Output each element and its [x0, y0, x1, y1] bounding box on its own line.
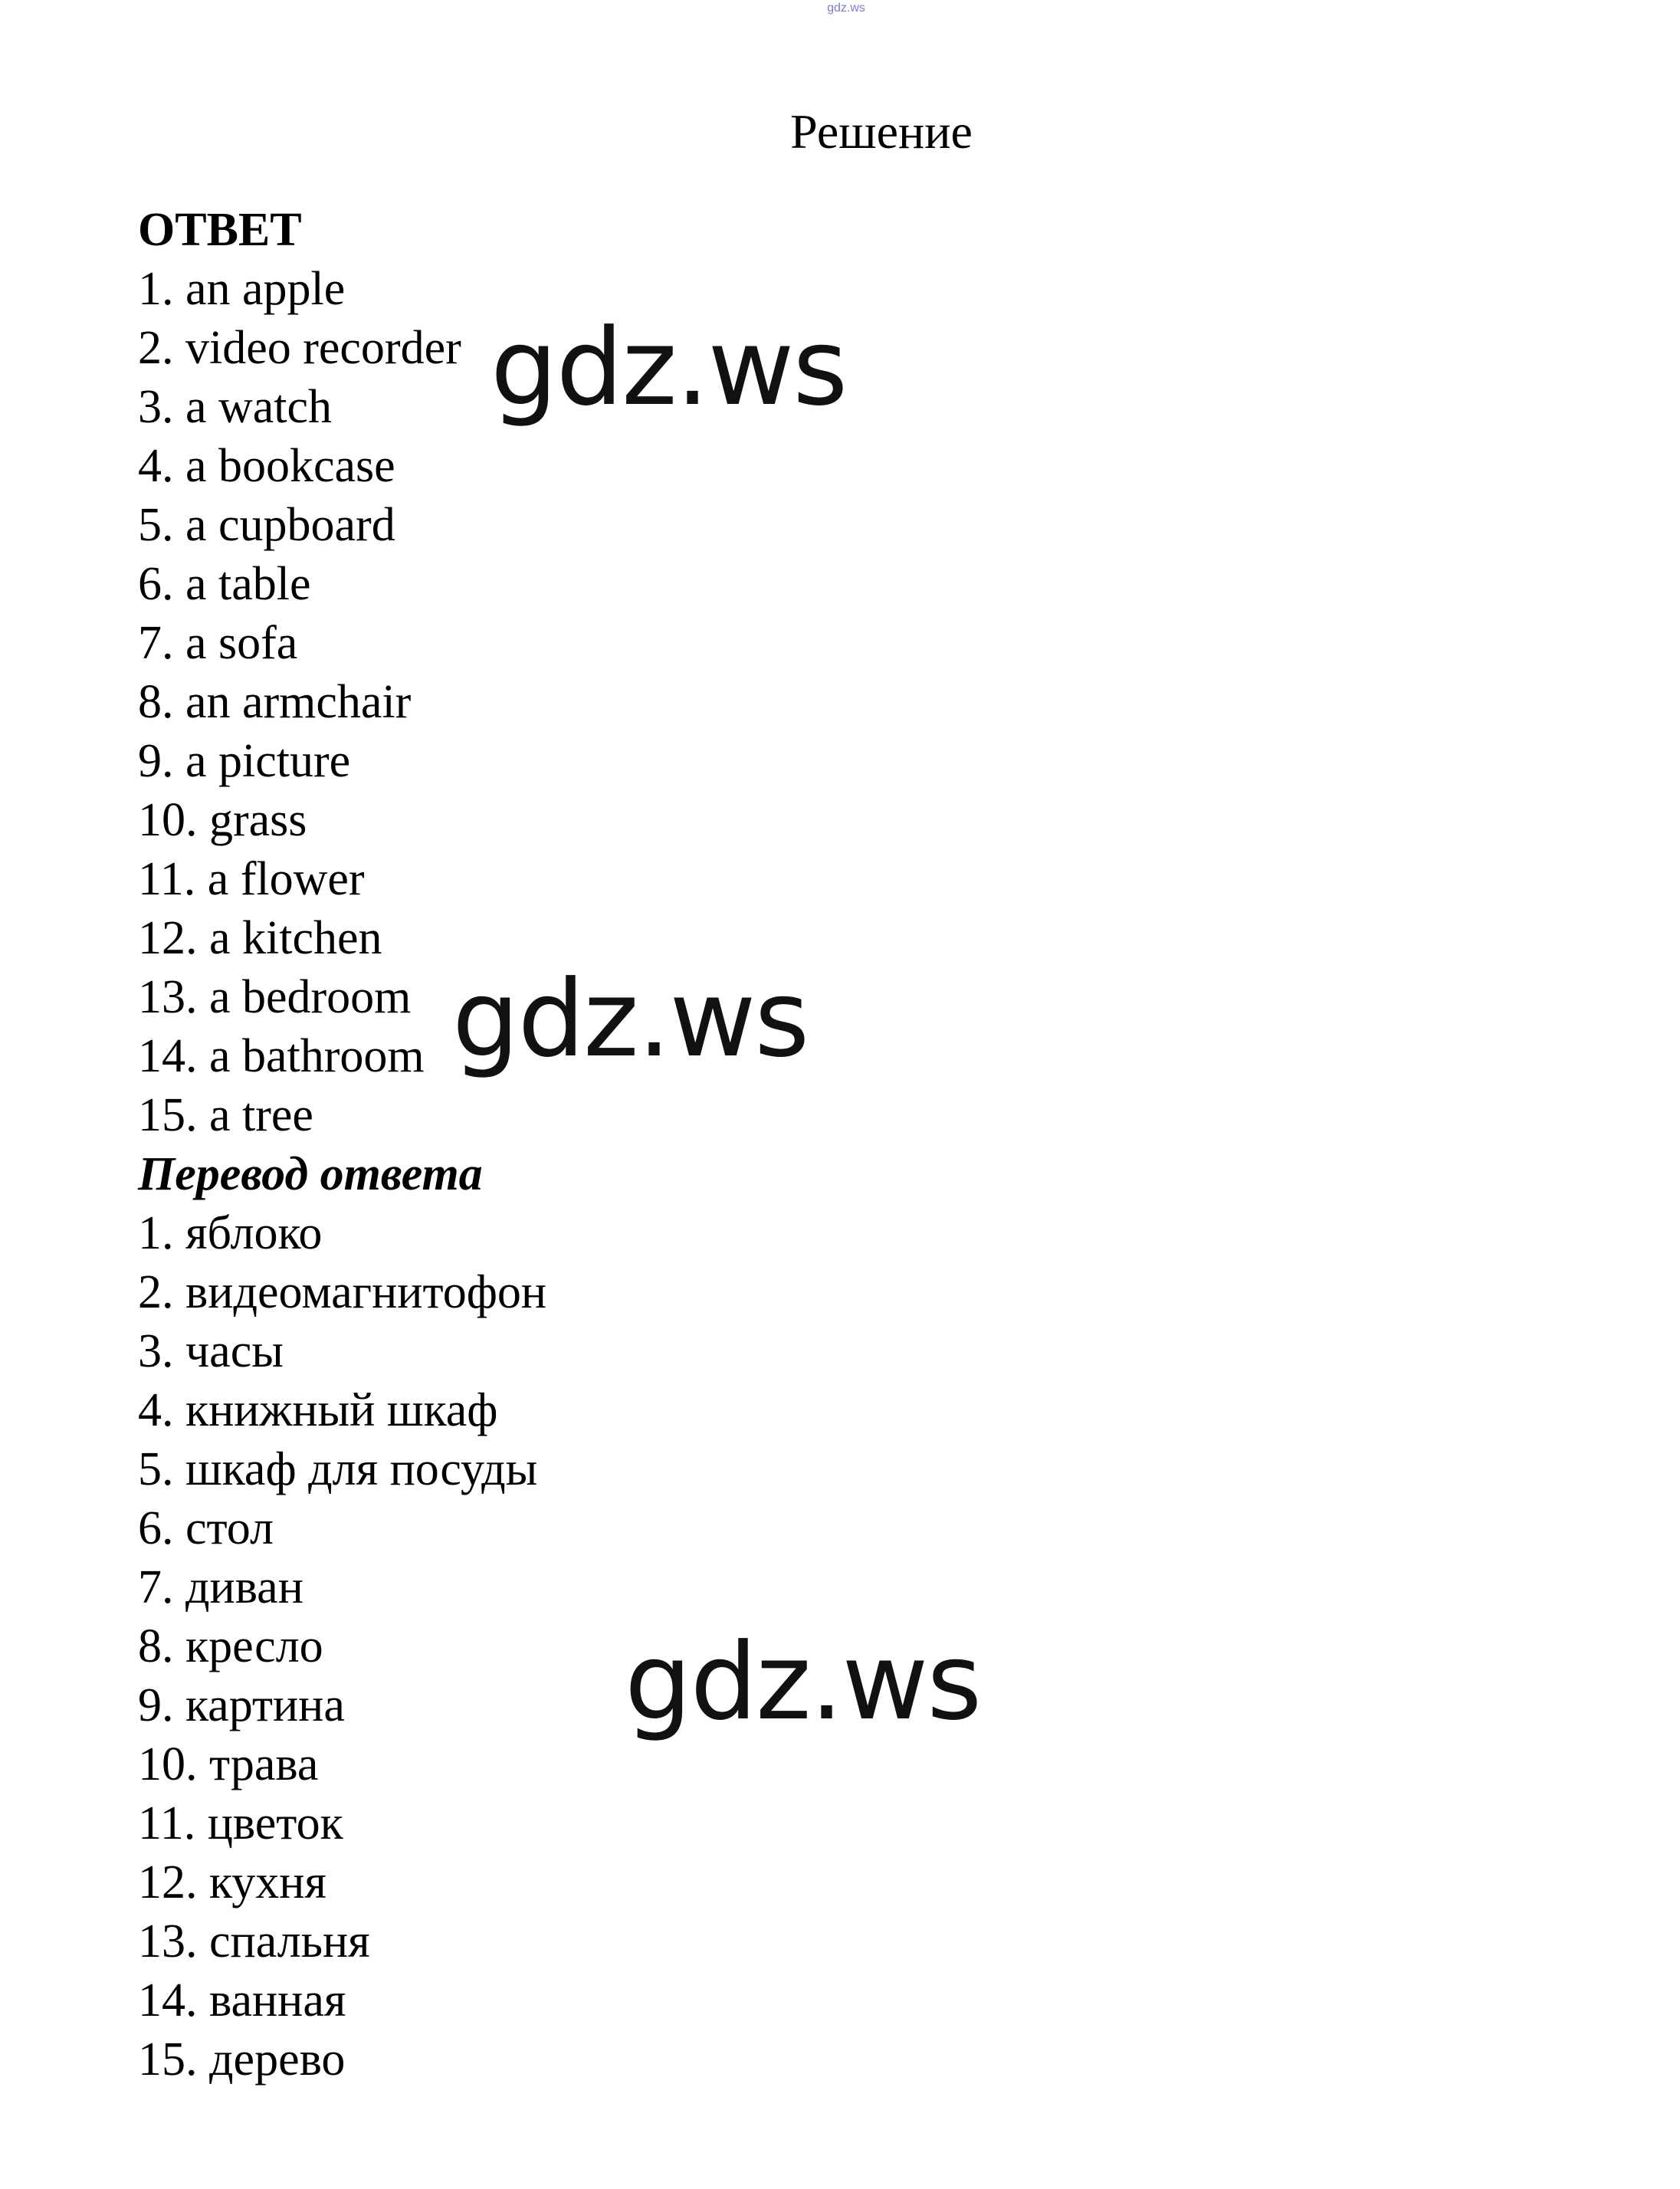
answer-item: 3. a watch	[138, 381, 333, 433]
answer-item: 2. video recorder	[138, 322, 461, 374]
answer-heading: ОТВЕТ	[138, 204, 302, 256]
translation-item: 13. спальня	[138, 1915, 370, 1967]
answer-item: 12. a kitchen	[138, 912, 382, 964]
page-title: Решение	[790, 104, 973, 159]
translation-item: 7. диван	[138, 1561, 304, 1613]
translation-item: 8. кресло	[138, 1620, 323, 1672]
translation-item: 1. яблоко	[138, 1207, 323, 1259]
translation-item: 12. кухня	[138, 1856, 326, 1908]
watermark: gdz.ws	[491, 306, 847, 429]
answer-item: 15. a tree	[138, 1089, 313, 1141]
answer-item: 1. an apple	[138, 263, 346, 315]
answer-item: 7. a sofa	[138, 617, 298, 669]
answer-item: 11. a flower	[138, 853, 365, 905]
translation-item: 14. ванная	[138, 1974, 346, 2027]
translation-item: 4. книжный шкаф	[138, 1384, 498, 1436]
answer-item: 4. a bookcase	[138, 440, 395, 492]
watermark: gdz.ws	[452, 957, 809, 1081]
translation-item: 10. трава	[138, 1738, 319, 1790]
watermark: gdz.ws	[625, 1620, 981, 1744]
translation-item: 11. цветок	[138, 1797, 343, 1849]
translation-item: 3. часы	[138, 1325, 284, 1377]
answer-item: 10. grass	[138, 794, 307, 846]
translation-heading: Перевод ответа	[138, 1148, 483, 1200]
answer-item: 9. a picture	[138, 735, 351, 787]
document-body	[138, 201, 1594, 2089]
top-watermark-mark: gdz.ws	[827, 2, 865, 15]
translation-item: 15. дерево	[138, 2033, 346, 2086]
answer-item: 8. an armchair	[138, 676, 412, 728]
translation-item: 6. стол	[138, 1502, 274, 1554]
answer-item: 13. a bedroom	[138, 971, 412, 1023]
answer-item: 5. a cupboard	[138, 499, 395, 551]
translation-item: 5. шкаф для посуды	[138, 1443, 538, 1495]
translation-item: 9. картина	[138, 1679, 345, 1731]
answer-item: 6. a table	[138, 558, 311, 610]
answer-item: 14. a bathroom	[138, 1030, 425, 1082]
translation-item: 2. видеомагнитофон	[138, 1266, 547, 1318]
